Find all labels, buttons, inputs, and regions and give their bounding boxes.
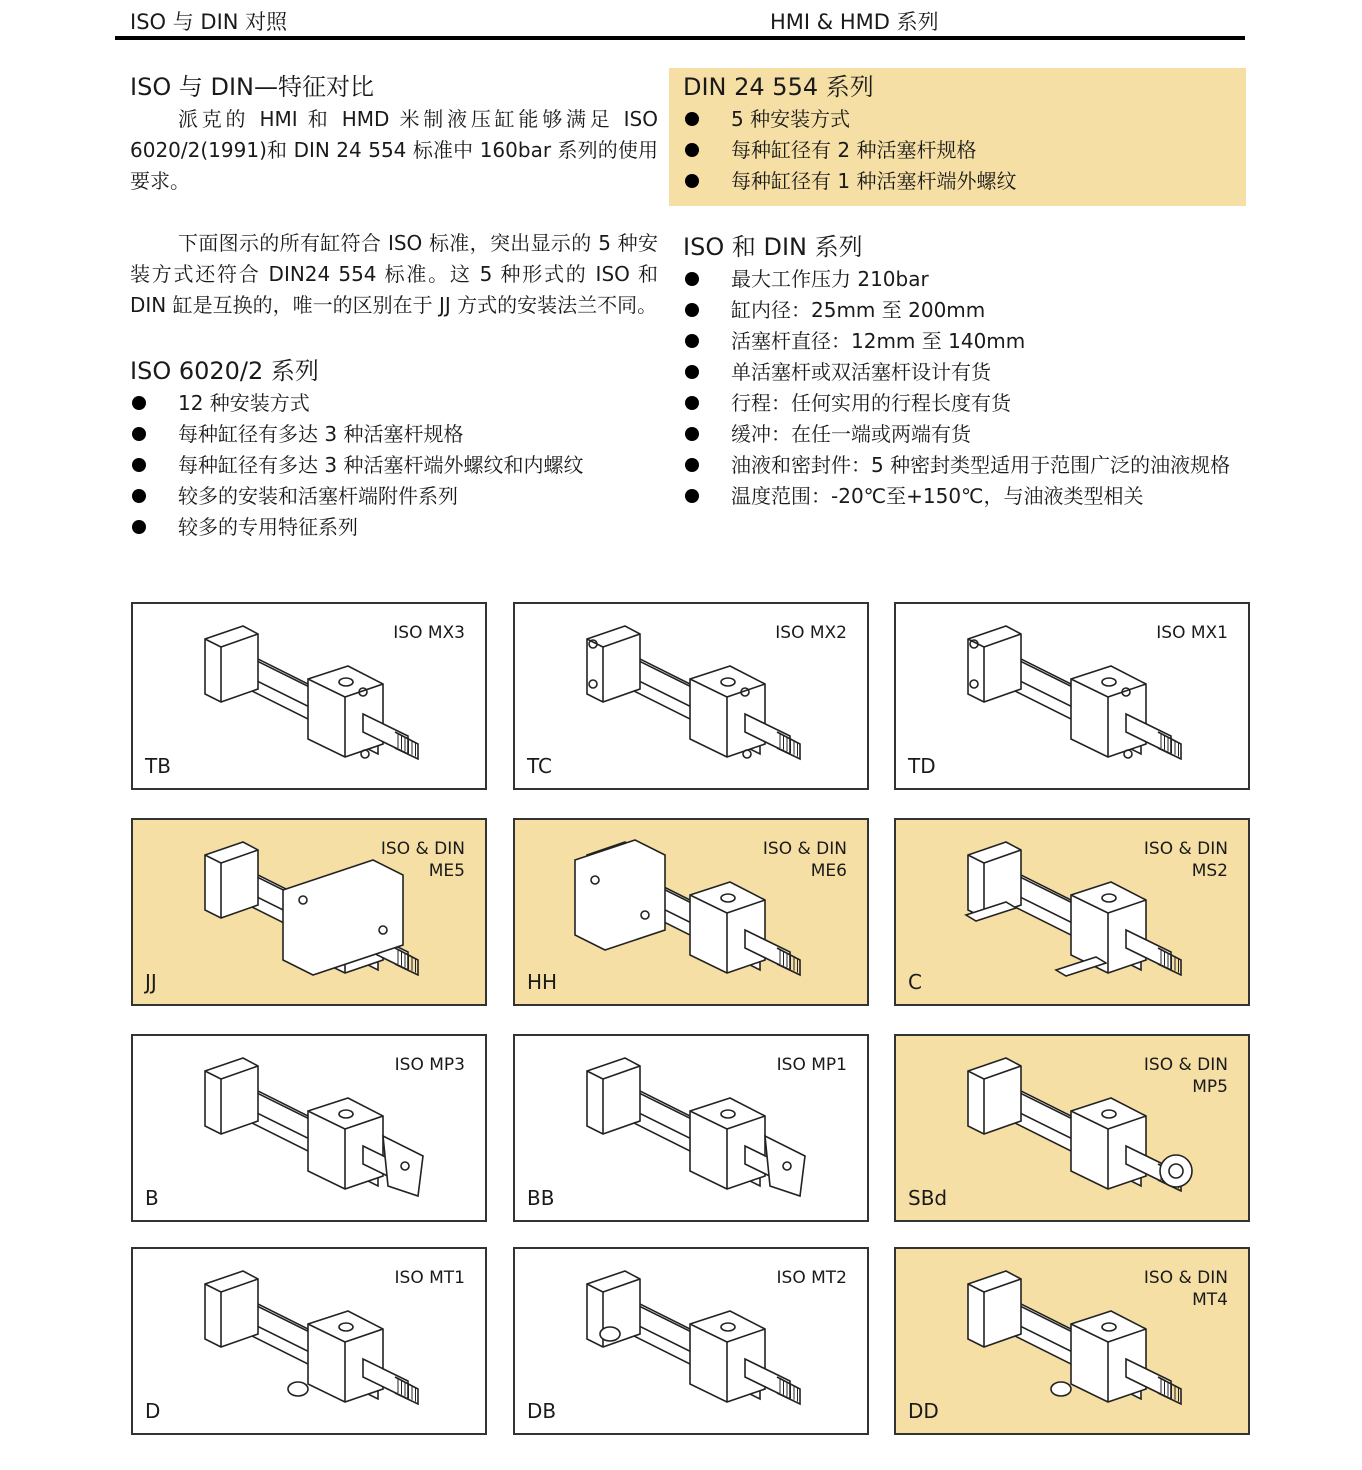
- mounting-standard-label: ISO MP1: [776, 1055, 847, 1075]
- mounting-standard-label: ISO MT1: [394, 1268, 465, 1288]
- din-series-box: [669, 68, 1246, 206]
- mounting-code-label: C: [908, 970, 922, 994]
- header-left-title: ISO 与 DIN 对照: [130, 10, 288, 34]
- iso-series-title: ISO 6020/2 系列: [130, 357, 319, 385]
- bullet-text: 最大工作压力 210bar: [731, 267, 929, 291]
- bullet-item: [683, 357, 1243, 388]
- bullet-item: [130, 450, 658, 481]
- mounting-standard-label: ISO MX3: [393, 623, 465, 643]
- mounting-standard-label: ISO MT2: [776, 1268, 847, 1288]
- bullet-text: 活塞杆直径：12mm 至 140mm: [731, 329, 1026, 353]
- bullet-item: [683, 481, 1243, 512]
- mounting-code-label: SBd: [908, 1186, 948, 1210]
- bullet-item: [683, 104, 1232, 135]
- intro-paragraph-1: 派克的 HMI 和 HMD 米制液压缸能够满足 ISO 6020/2(1991)和 DIN 24 554 标准中 160bar 系列的使用要求。: [130, 107, 658, 193]
- bullet-text: 油液和密封件：5 种密封类型适用于范围广泛的油液规格: [731, 453, 1231, 477]
- bullet-dot-icon: [685, 303, 699, 317]
- header-right-title: HMI & HMD 系列: [770, 10, 939, 34]
- mounting-standard-label: ISO & DIN ME6: [762, 839, 847, 881]
- bullet-dot-icon: [685, 272, 699, 286]
- bullet-dot-icon: [685, 458, 699, 472]
- mounting-card: [131, 1247, 487, 1435]
- bullet-dot-icon: [685, 112, 699, 126]
- bullet-text: 温度范围：-20℃至+150℃，与油液类型相关: [731, 484, 1144, 508]
- mounting-code-label: DB: [527, 1399, 557, 1423]
- bullet-dot-icon: [685, 174, 699, 188]
- mounting-standard-label: ISO & DIN ME5: [380, 839, 465, 881]
- bullet-text: 12 种安装方式: [178, 391, 310, 415]
- mounting-code-label: TD: [908, 754, 936, 778]
- bullet-text: 较多的安装和活塞杆端附件系列: [178, 484, 458, 508]
- header-rule: [115, 36, 1245, 40]
- bullet-dot-icon: [132, 458, 146, 472]
- mounting-card: [513, 602, 869, 790]
- mounting-standard-label: ISO & DIN MP5: [1143, 1055, 1228, 1097]
- din-series-title: DIN 24 554 系列: [683, 73, 874, 101]
- bullet-text: 5 种安装方式: [731, 107, 851, 131]
- mounting-standard-label: ISO & DIN MS2: [1143, 839, 1228, 881]
- mounting-card: [131, 818, 487, 1006]
- mounting-code-label: B: [145, 1186, 159, 1210]
- bullet-dot-icon: [132, 427, 146, 441]
- bullet-item: [130, 512, 658, 543]
- mounting-code-label: D: [145, 1399, 161, 1423]
- mounting-code-label: BB: [527, 1186, 555, 1210]
- bullet-dot-icon: [685, 365, 699, 379]
- right-column: [683, 232, 1243, 512]
- mounting-code-label: DD: [908, 1399, 939, 1423]
- bullet-dot-icon: [132, 520, 146, 534]
- mounting-code-label: HH: [527, 970, 558, 994]
- left-column: [130, 72, 658, 543]
- iso-series-list: [130, 388, 658, 543]
- mounting-card: [894, 1034, 1250, 1222]
- bullet-item: [683, 388, 1243, 419]
- bullet-item: [683, 419, 1243, 450]
- bullet-text: 较多的专用特征系列: [178, 515, 358, 539]
- mounting-standard-label: ISO MX1: [1156, 623, 1228, 643]
- mounting-code-label: TB: [145, 754, 171, 778]
- mounting-card: [894, 602, 1250, 790]
- mounting-standard-label: ISO & DIN MT4: [1143, 1268, 1228, 1310]
- intro-paragraph-2: 下面图示的所有缸符合 ISO 标准，突出显示的 5 种安装方式还符合 DIN24 554 标准。这 5 种形式的 ISO 和 DIN 缸是互换的，唯一的区别在于 JJ 方式的安装法兰不同。: [130, 231, 658, 317]
- bullet-item: [683, 135, 1232, 166]
- intro-heading: ISO 与 DIN—特征对比: [130, 73, 374, 101]
- bullet-text: 每种缸径有多达 3 种活塞杆端外螺纹和内螺纹: [178, 453, 584, 477]
- mounting-code-label: TC: [527, 754, 553, 778]
- mounting-card: [894, 818, 1250, 1006]
- bullet-dot-icon: [685, 396, 699, 410]
- din-series-list: [683, 104, 1232, 197]
- bullet-item: [683, 326, 1243, 357]
- bullet-item: [683, 295, 1243, 326]
- bullet-text: 每种缸径有 2 种活塞杆规格: [731, 138, 977, 162]
- bullet-text: 缸内径：25mm 至 200mm: [731, 298, 986, 322]
- bullet-dot-icon: [685, 334, 699, 348]
- bullet-dot-icon: [685, 143, 699, 157]
- bullet-item: [683, 264, 1243, 295]
- mounting-standard-label: ISO MX2: [775, 623, 847, 643]
- bullet-text: 每种缸径有多达 3 种活塞杆规格: [178, 422, 464, 446]
- iso-din-series-title: ISO 和 DIN 系列: [683, 233, 863, 261]
- mounting-standard-label: ISO MP3: [394, 1055, 465, 1075]
- bullet-item: [130, 388, 658, 419]
- bullet-text: 缓冲：在任一端或两端有货: [731, 422, 971, 446]
- mounting-card: [894, 1247, 1250, 1435]
- mounting-card: [131, 1034, 487, 1222]
- bullet-dot-icon: [132, 489, 146, 503]
- mounting-card: [131, 602, 487, 790]
- mounting-card: [513, 1247, 869, 1435]
- bullet-text: 行程：任何实用的行程长度有货: [731, 391, 1011, 415]
- bullet-dot-icon: [685, 489, 699, 503]
- bullet-item: [683, 166, 1232, 197]
- bullet-dot-icon: [685, 427, 699, 441]
- iso-din-series-list: [683, 264, 1243, 512]
- bullet-dot-icon: [132, 396, 146, 410]
- mounting-card: [513, 1034, 869, 1222]
- mounting-grid: [131, 602, 1251, 1442]
- mounting-card: [513, 818, 869, 1006]
- bullet-item: [130, 481, 658, 512]
- mounting-code-label: JJ: [145, 970, 157, 994]
- bullet-item: [130, 419, 658, 450]
- bullet-item: [683, 450, 1243, 481]
- bullet-text: 每种缸径有 1 种活塞杆端外螺纹: [731, 169, 1017, 193]
- bullet-text: 单活塞杆或双活塞杆设计有货: [731, 360, 991, 384]
